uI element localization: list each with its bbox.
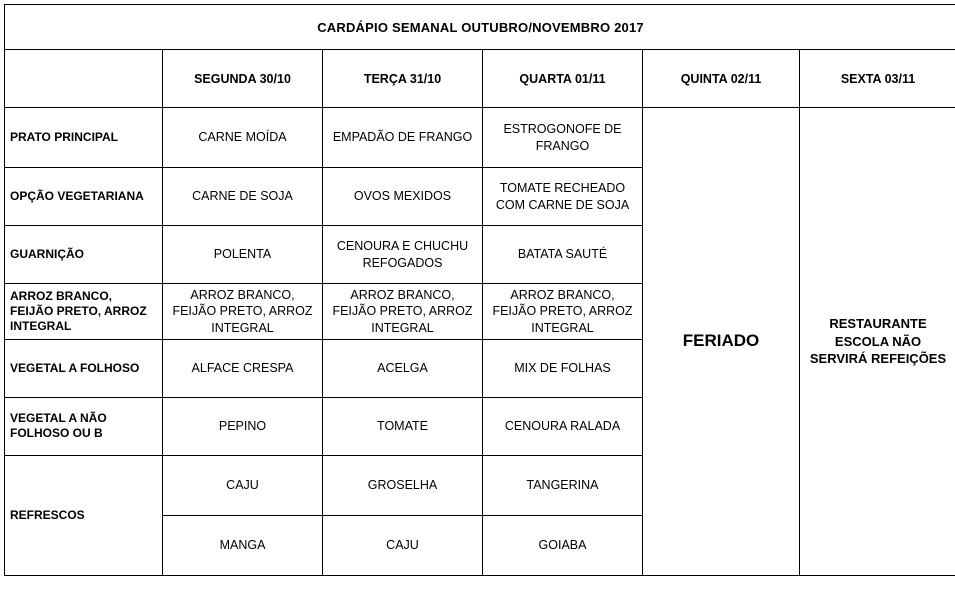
weekly-menu-table bbox=[4, 4, 955, 576]
cell-guarnicao-segunda: POLENTA bbox=[163, 226, 323, 284]
document-title: CARDÁPIO SEMANAL OUTUBRO/NOVEMBRO 2017 bbox=[5, 5, 955, 50]
cell-sexta-aviso: RESTAURANTE ESCOLA NÃO SERVIRÁ REFEIÇÕES bbox=[800, 108, 955, 576]
cell-vegetal-folhoso-terca: ACELGA bbox=[323, 339, 483, 397]
row-label-prato-principal: PRATO PRINCIPAL bbox=[5, 108, 163, 168]
column-header-quinta: QUINTA 02/11 bbox=[643, 50, 800, 108]
cell-prato-principal-quarta: ESTROGONOFE DE FRANGO bbox=[483, 108, 643, 168]
row-label-arroz-feijao: ARROZ BRANCO, FEIJÃO PRETO, ARROZ INTEGRAL bbox=[5, 284, 163, 340]
row-label-refrescos: REFRESCOS bbox=[5, 455, 163, 575]
row-label-vegetal-nao-folhoso: VEGETAL A NÃO FOLHOSO OU B bbox=[5, 397, 163, 455]
header-row bbox=[5, 50, 955, 108]
cell-vegetal-folhoso-quarta: MIX DE FOLHAS bbox=[483, 339, 643, 397]
row-label-opcao-vegetariana: OPÇÃO VEGETARIANA bbox=[5, 168, 163, 226]
cell-refresco-1-terca: GROSELHA bbox=[323, 455, 483, 515]
cell-guarnicao-terca: CENOURA E CHUCHU REFOGADOS bbox=[323, 226, 483, 284]
table-row bbox=[5, 108, 955, 168]
cell-opcao-vegetariana-terca: OVOS MEXIDOS bbox=[323, 168, 483, 226]
column-header-segunda: SEGUNDA 30/10 bbox=[163, 50, 323, 108]
cell-refresco-1-segunda: CAJU bbox=[163, 455, 323, 515]
cell-arroz-feijao-quarta: ARROZ BRANCO, FEIJÃO PRETO, ARROZ INTEGRAL bbox=[483, 284, 643, 340]
column-header-terca: TERÇA 31/10 bbox=[323, 50, 483, 108]
cell-refresco-1-quarta: TANGERINA bbox=[483, 455, 643, 515]
row-label-vegetal-folhoso: VEGETAL A FOLHOSO bbox=[5, 339, 163, 397]
corner-cell bbox=[5, 50, 163, 108]
cell-opcao-vegetariana-segunda: CARNE DE SOJA bbox=[163, 168, 323, 226]
cell-arroz-feijao-segunda: ARROZ BRANCO, FEIJÃO PRETO, ARROZ INTEGRAL bbox=[163, 284, 323, 340]
cell-prato-principal-terca: EMPADÃO DE FRANGO bbox=[323, 108, 483, 168]
cell-quinta-feriado: FERIADO bbox=[643, 108, 800, 576]
cell-vegetal-nao-folhoso-quarta: CENOURA RALADA bbox=[483, 397, 643, 455]
cell-guarnicao-quarta: BATATA SAUTÉ bbox=[483, 226, 643, 284]
menu-document bbox=[0, 4, 955, 605]
cell-opcao-vegetariana-quarta: TOMATE RECHEADO COM CARNE DE SOJA bbox=[483, 168, 643, 226]
cell-vegetal-folhoso-segunda: ALFACE CRESPA bbox=[163, 339, 323, 397]
column-header-quarta: QUARTA 01/11 bbox=[483, 50, 643, 108]
cell-vegetal-nao-folhoso-terca: TOMATE bbox=[323, 397, 483, 455]
cell-refresco-2-segunda: MANGA bbox=[163, 515, 323, 575]
cell-prato-principal-segunda: CARNE MOÍDA bbox=[163, 108, 323, 168]
cell-arroz-feijao-terca: ARROZ BRANCO, FEIJÃO PRETO, ARROZ INTEGRAL bbox=[323, 284, 483, 340]
cell-refresco-2-terca: CAJU bbox=[323, 515, 483, 575]
column-header-sexta: SEXTA 03/11 bbox=[800, 50, 955, 108]
row-label-guarnicao: GUARNIÇÃO bbox=[5, 226, 163, 284]
title-row bbox=[5, 5, 955, 50]
cell-vegetal-nao-folhoso-segunda: PEPINO bbox=[163, 397, 323, 455]
cell-refresco-2-quarta: GOIABA bbox=[483, 515, 643, 575]
